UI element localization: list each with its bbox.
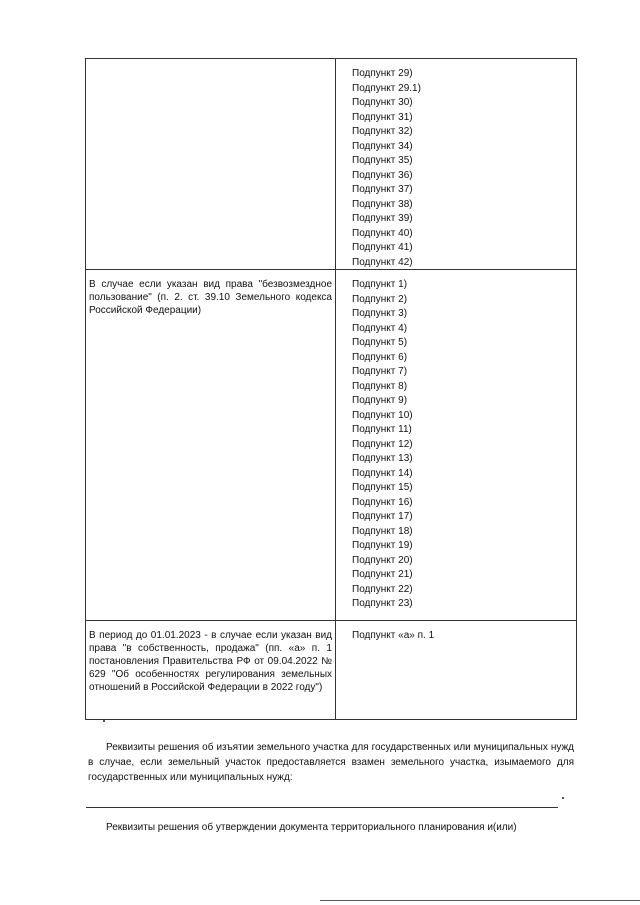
subparagraph-item: Подпункт 21) — [352, 569, 413, 580]
withdrawal-decision-paragraph: Реквизиты решения об изъятии земельного участка для государственных или муниципальных нужд в случае, если земельный участок предоставляется взамен земельного участка, изымаемого для государственных или муниципальных нужд: — [88, 742, 574, 783]
subparagraph-item: Подпункт 8) — [352, 380, 408, 392]
subparagraph-item: Подпункт 15) — [352, 482, 413, 493]
subparagraph-item: Подпункт 29) — [352, 68, 413, 79]
subparagraph-item: Подпункт 40) — [352, 227, 413, 239]
subparagraph-item: Подпункт 19) — [352, 540, 413, 551]
subparagraph-item: Подпункт 17) — [352, 511, 413, 522]
subparagraph-item: Подпункт 2) — [352, 293, 408, 305]
subparagraph-item: Подпункт 3) — [352, 308, 408, 319]
fill-in-line — [86, 807, 558, 808]
subparagraph-item: Подпункт 41) — [352, 242, 413, 253]
subparagraph-item: Подпункт 29.1) — [352, 82, 421, 94]
subparagraph-item: Подпункт 20) — [352, 554, 413, 566]
subparagraph-item: Подпункт «а» п. 1 — [352, 630, 435, 641]
subparagraph-item: Подпункт 1) — [352, 279, 408, 290]
subparagraph-item: Подпункт 4) — [352, 322, 408, 334]
planning-document-paragraph: Реквизиты решения об утверждении документа территориального планирования и(или) — [106, 822, 517, 833]
subparagraph-item: Подпункт 11) — [352, 424, 412, 435]
table-row — [86, 620, 576, 719]
subparagraph-item: Подпункт 12) — [352, 438, 413, 450]
subparagraph-item: Подпункт 6) — [352, 351, 408, 363]
subparagraph-item: Подпункт 10) — [352, 409, 413, 421]
table-row — [86, 59, 576, 269]
scan-speck — [562, 797, 564, 799]
page-edge-line — [320, 900, 640, 901]
subparagraph-item: Подпункт 18) — [352, 525, 413, 537]
subparagraph-item: Подпункт 22) — [352, 583, 413, 595]
subparagraph-item: Подпункт 37) — [352, 184, 413, 195]
subparagraph-list — [336, 59, 576, 269]
subparagraph-item: Подпункт 36) — [352, 169, 413, 181]
subparagraph-item: Подпункт 42) — [352, 256, 413, 268]
subparagraph-list — [336, 270, 576, 620]
subparagraph-item: Подпункт 38) — [352, 198, 413, 210]
subparagraph-item: Подпункт 5) — [352, 337, 408, 348]
subparagraph-item: Подпункт 39) — [352, 213, 413, 224]
subparagraph-item: Подпункт 31) — [352, 111, 413, 123]
condition-cell — [86, 59, 336, 269]
subparagraph-item: Подпункт 14) — [352, 467, 413, 479]
subparagraph-list — [336, 621, 576, 719]
subparagraph-item: Подпункт 30) — [352, 97, 413, 108]
subparagraph-item: Подпункт 34) — [352, 140, 413, 152]
subparagraph-item: Подпункт 35) — [352, 155, 413, 166]
subparagraph-item: Подпункт 13) — [352, 453, 413, 464]
subparagraph-item: Подпункт 7) — [352, 366, 408, 377]
subparagraph-item: Подпункт 23) — [352, 598, 413, 609]
subparagraph-item: Подпункт 9) — [352, 395, 408, 406]
subparagraph-table — [85, 58, 577, 720]
subparagraph-item: Подпункт 16) — [352, 496, 413, 508]
table-row — [86, 269, 576, 620]
subparagraph-item: Подпункт 32) — [352, 126, 413, 137]
condition-cell: В случае если указан вид права "безвозмездное пользование" (п. 2. ст. 39.10 Земельного кодекса Российской Федерации) — [86, 270, 336, 620]
condition-cell: В период до 01.01.2023 - в случае если указан вид права "в собственность, продажа" (пп. «а» п. 1 постановления Правительства РФ от 09.04.2022 № 629 "Об особенностях регулирования земельных отношений в Российской Федерации в 2022 году") — [86, 621, 336, 719]
scan-speck — [103, 720, 105, 722]
